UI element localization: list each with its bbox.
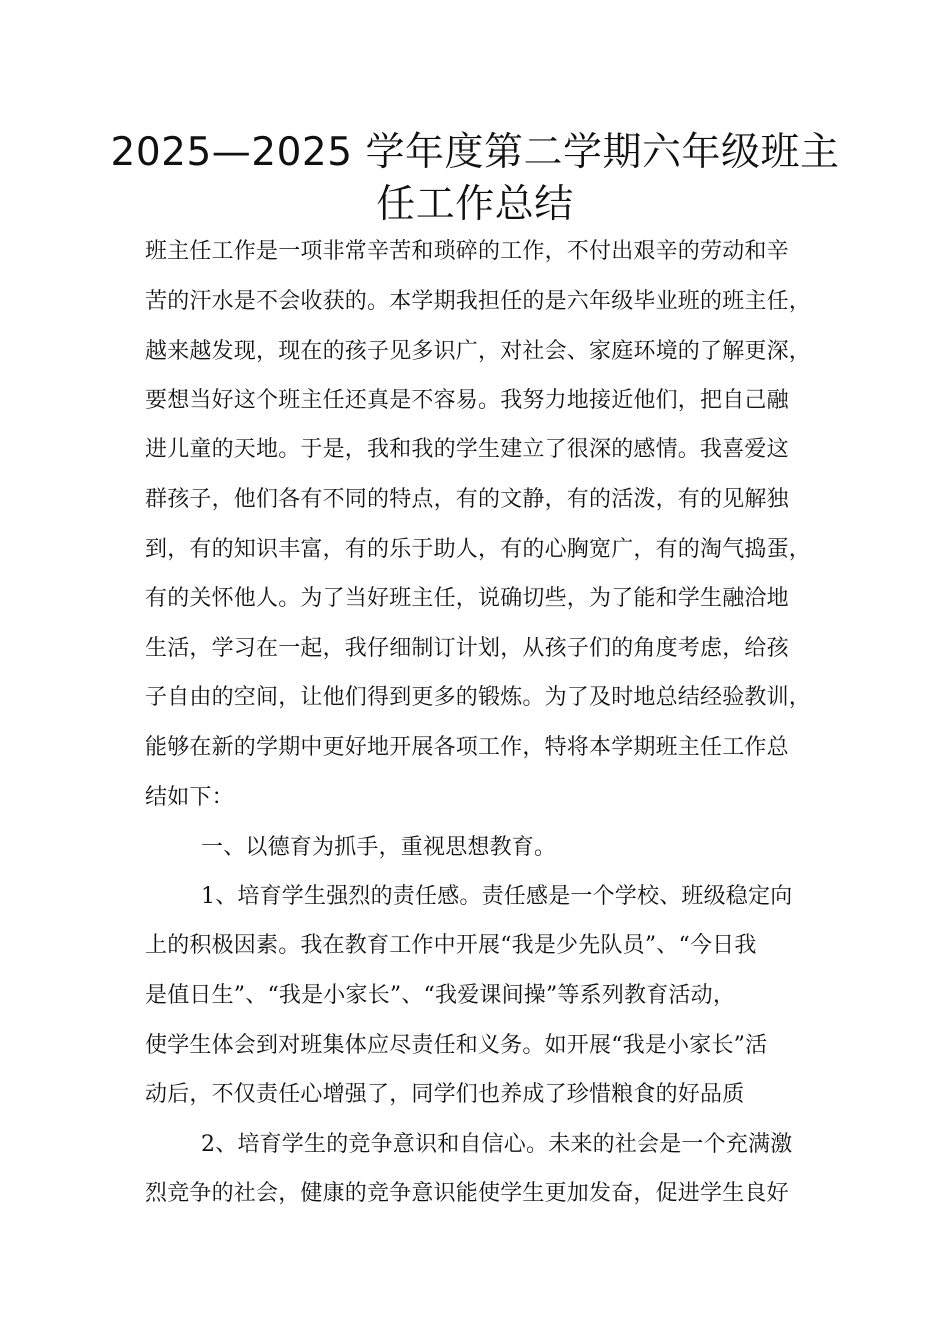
body-text-line: 班主任工作是一项非常辛苦和琐碎的工作，不付出艰辛的劳动和辛 bbox=[145, 239, 789, 264]
document-title-line-2: 任工作总结 bbox=[376, 182, 574, 227]
body-text-line: 子自由的空间，让他们得到更多的锻炼。为了及时地总结经验教训， bbox=[145, 685, 812, 710]
body-text-line: 群孩子，他们各有不同的特点，有的文静，有的活泼，有的见解独 bbox=[145, 487, 789, 512]
body-text-line: 使学生体会到对班集体应尽责任和义务。如开展“我是小家长”活 bbox=[145, 1033, 768, 1058]
body-text-line: 1、培育学生强烈的责任感。责任感是一个学校、班级稳定向 bbox=[201, 884, 793, 909]
body-text-line: 结如下： bbox=[145, 785, 234, 810]
body-text-line: 到，有的知识丰富，有的乐于助人，有的心胸宽广，有的淘气捣蛋， bbox=[145, 537, 812, 562]
section-heading: 一、以德育为抓手，重视思想教育。 bbox=[201, 835, 557, 860]
body-text-line: 动后，不仅责任心增强了，同学们也养成了珍惜粮食的好品质 bbox=[145, 1082, 745, 1107]
body-text-line: 有的关怀他人。为了当好班主任，说确切些，为了能和学生融洽地 bbox=[145, 586, 789, 611]
body-text-line: 苦的汗水是不会收获的。本学期我担任的是六年级毕业班的班主任， bbox=[145, 289, 812, 314]
body-text-line: 2、培育学生的竞争意识和自信心。未来的社会是一个充满激 bbox=[201, 1132, 793, 1157]
body-text-line: 烈竞争的社会，健康的竞争意识能使学生更加发奋，促进学生良好 bbox=[145, 1181, 789, 1206]
body-text-line: 是值日生”、“我是小家长”、“我爱课间操”等系列教育活动， bbox=[145, 983, 736, 1008]
body-text-line: 上的积极因素。我在教育工作中开展“我是少先队员”、“今日我 bbox=[145, 933, 757, 958]
body-text-line: 进儿童的天地。于是，我和我的学生建立了很深的感情。我喜爱这 bbox=[145, 437, 789, 462]
body-text-line: 越来越发现，现在的孩子见多识广，对社会、家庭环境的了解更深， bbox=[145, 339, 812, 364]
body-text-line: 生活，学习在一起，我仔细制订计划，从孩子们的角度考虑，给孩 bbox=[145, 636, 789, 661]
body-text-line: 能够在新的学期中更好地开展各项工作，特将本学期班主任工作总 bbox=[145, 735, 789, 760]
document-title-line-1: 2025—2025 学年度第二学期六年级班主 bbox=[110, 130, 840, 175]
body-text-line: 要想当好这个班主任还真是不容易。我努力地接近他们，把自己融 bbox=[145, 388, 789, 413]
